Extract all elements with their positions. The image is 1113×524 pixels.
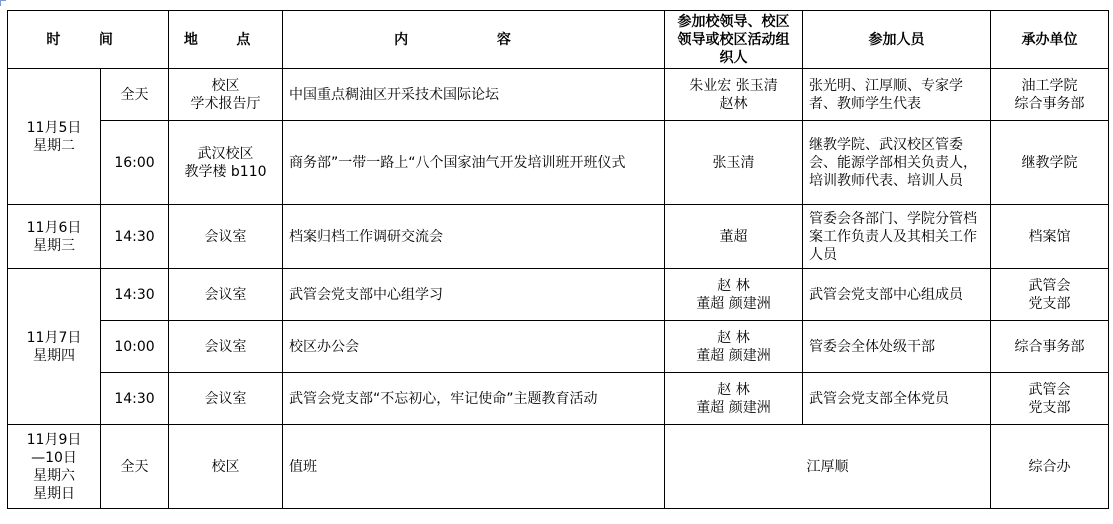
corner-mark (0, 0, 6, 6)
leader-cell: 董超 (665, 205, 803, 269)
organizer-cell: 综合事务部 (991, 321, 1109, 373)
organizer-cell: 武管会 党支部 (991, 269, 1109, 321)
time-cell: 16:00 (101, 121, 169, 205)
day-cell: 11月5日 星期二 (8, 69, 101, 205)
table-row (8, 373, 1109, 425)
content-cell: 商务部”一带一路上“八个国家油气开发培训班开班仪式 (283, 121, 665, 205)
header-row (8, 11, 1109, 69)
table-row (8, 69, 1109, 121)
table-row (8, 425, 1109, 509)
place-cell: 武汉校区 教学楼 b110 (169, 121, 283, 205)
time-cell: 10:00 (101, 321, 169, 373)
time-cell: 14:30 (101, 205, 169, 269)
table-row (8, 205, 1109, 269)
content-cell: 武管会党支部“不忘初心，牢记使命”主题教育活动 (283, 373, 665, 425)
place-cell: 会议室 (169, 321, 283, 373)
place-cell: 会议室 (169, 205, 283, 269)
header-leader: 参加校领导、校区领导或校区活动组织人 (665, 11, 803, 69)
content-cell: 中国重点稠油区开采技术国际论坛 (283, 69, 665, 121)
table-row (8, 269, 1109, 321)
place-cell: 会议室 (169, 269, 283, 321)
content-cell: 值班 (283, 425, 665, 509)
participants-cell: 武管会党支部中心组成员 (803, 269, 991, 321)
place-cell: 校区 (169, 425, 283, 509)
time-cell: 全天 (101, 69, 169, 121)
leader-cell: 赵 林 董超 颜建洲 (665, 321, 803, 373)
day-cell: 11月6日 星期三 (8, 205, 101, 269)
leader-cell: 赵 林 董超 颜建洲 (665, 373, 803, 425)
participants-cell: 管委会各部门、学院分管档案工作负责人及其相关工作人员 (803, 205, 991, 269)
header-organizer: 承办单位 (991, 11, 1109, 69)
participants-cell: 武管会党支部全体党员 (803, 373, 991, 425)
leader-cell: 朱业宏 张玉清 赵林 (665, 69, 803, 121)
place-cell: 校区 学术报告厅 (169, 69, 283, 121)
table-row (8, 121, 1109, 205)
time-cell: 14:30 (101, 269, 169, 321)
day-cell: 11月9日 —10日 星期六 星期日 (8, 425, 101, 509)
organizer-cell: 油工学院 综合事务部 (991, 69, 1109, 121)
time-cell: 全天 (101, 425, 169, 509)
leader-cell: 张玉清 (665, 121, 803, 205)
time-cell: 14:30 (101, 373, 169, 425)
leader-participants-merged-cell: 江厚顺 (665, 425, 991, 509)
header-time: 时 间 (8, 11, 169, 69)
organizer-cell: 继教学院 (991, 121, 1109, 205)
table-row (8, 321, 1109, 373)
header-content: 内 容 (283, 11, 665, 69)
content-cell: 档案归档工作调研交流会 (283, 205, 665, 269)
content-cell: 武管会党支部中心组学习 (283, 269, 665, 321)
leader-cell: 赵 林 董超 颜建洲 (665, 269, 803, 321)
content-cell: 校区办公会 (283, 321, 665, 373)
organizer-cell: 武管会 党支部 (991, 373, 1109, 425)
participants-cell: 张光明、江厚顺、专家学者、教师学生代表 (803, 69, 991, 121)
participants-cell: 继教学院、武汉校区管委会、能源学部相关负责人，培训教师代表、培训人员 (803, 121, 991, 205)
schedule-table (7, 10, 1109, 509)
day-cell: 11月7日 星期四 (8, 269, 101, 425)
organizer-cell: 档案馆 (991, 205, 1109, 269)
participants-cell: 管委会全体处级干部 (803, 321, 991, 373)
organizer-cell: 综合办 (991, 425, 1109, 509)
place-cell: 会议室 (169, 373, 283, 425)
header-participants: 参加人员 (803, 11, 991, 69)
header-place: 地 点 (169, 11, 283, 69)
